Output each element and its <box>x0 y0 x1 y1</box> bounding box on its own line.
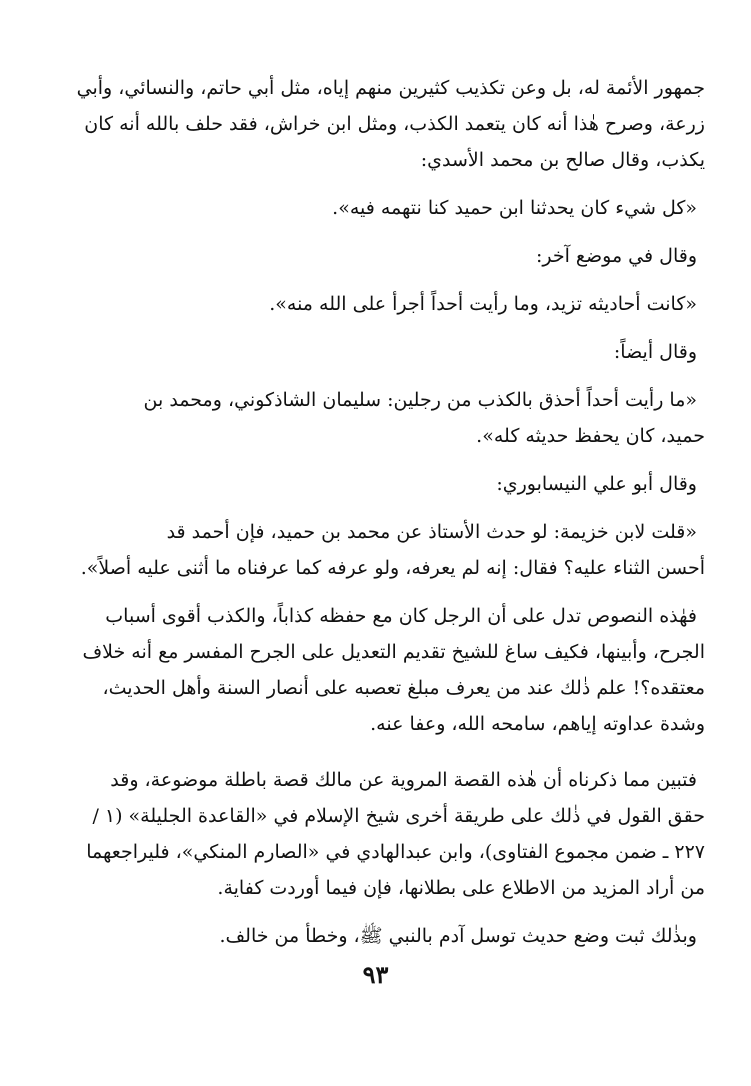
quote-intro <box>50 334 705 370</box>
text-line: زرعة، وصرح هٰذا أنه كان يتعمد الكذب، ومثل ابن خراش، فقد حلف بالله أنه كان <box>84 113 705 135</box>
quote-line: حميد، كان يحفظ حديثه كله». <box>476 425 705 447</box>
text-line: وقال أيضاً: <box>613 341 697 363</box>
quote-line: «كانت أحاديثه تزيد، وما رأيت أحداً أجرأ على الله منه». <box>269 293 697 315</box>
quote-block <box>50 190 705 226</box>
text-line: فهٰذه النصوص تدل على أن الرجل كان مع حفظه كذاباً، والكذب أقوى أسباب <box>105 605 697 627</box>
quote-line: «قلت لابن خزيمة: لو حدث الأستاذ عن محمد بن حميد، فإن أحمد قد <box>166 521 697 543</box>
page-body <box>50 70 705 954</box>
quote-block <box>50 382 705 454</box>
text-line: وقال في موضع آخر: <box>535 245 697 267</box>
page-number: ٩٣ <box>362 960 389 989</box>
paragraph <box>50 598 705 742</box>
quote-line: «كل شيء كان يحدثنا ابن حميد كنا نتهمه فيه». <box>332 197 697 219</box>
quote-line: «ما رأيت أحداً أحذق بالكذب من رجلين: سليمان الشاذكوني، ومحمد بن <box>143 389 697 411</box>
paragraph <box>50 762 705 906</box>
text-line: وشدة عداوته إياهم، سامحه الله، وعفا عنه. <box>370 713 705 735</box>
quote-line: أحسن الثناء عليه؟ فقال: إنه لم يعرفه، ولو عرفه كما عرفناه ما أثنى عليه أصلاً». <box>80 557 705 579</box>
quote-block <box>50 514 705 586</box>
text-line: فتبين مما ذكرناه أن هٰذه القصة المروية عن مالك قصة باطلة موضوعة، وقد <box>110 769 697 791</box>
text-line: وبذٰلك ثبت وضع حديث توسل آدم بالنبي ﷺ، وخطأ من خالف. <box>219 925 697 947</box>
text-line: ٢٢٧ ـ ضمن مجموع الفتاوى)، وابن عبدالهادي في «الصارم المنكي»، فليراجعهما <box>86 841 705 863</box>
quote-intro <box>50 466 705 502</box>
text-line: جمهور الأئمة له، بل وعن تكذيب كثيرين منهم إياه، مثل أبي حاتم، والنسائي، وأبي <box>76 77 705 99</box>
paragraph <box>50 918 705 954</box>
paragraph <box>50 70 705 178</box>
text-line: معتقده؟! علم ذٰلك عند من يعرف مبلغ تعصبه على أنصار السنة وأهل الحديث، <box>102 677 705 699</box>
text-line: الجرح، وأبينها، فكيف ساغ للشيخ تقديم التعديل على الجرح المفسر مع أنه خلاف <box>82 641 705 663</box>
quote-block <box>50 286 705 322</box>
text-line: وقال أبو علي النيسابوري: <box>496 473 697 495</box>
text-line: حقق القول في ذٰلك على طريقة أخرى شيخ الإسلام في «القاعدة الجليلة» (١ / <box>92 805 705 827</box>
text-line: من أراد المزيد من الاطلاع على بطلانها، فإن فيما أوردت كفاية. <box>217 877 705 899</box>
text-line: يكذب، وقال صالح بن محمد الأسدي: <box>420 149 705 171</box>
quote-intro <box>50 238 705 274</box>
